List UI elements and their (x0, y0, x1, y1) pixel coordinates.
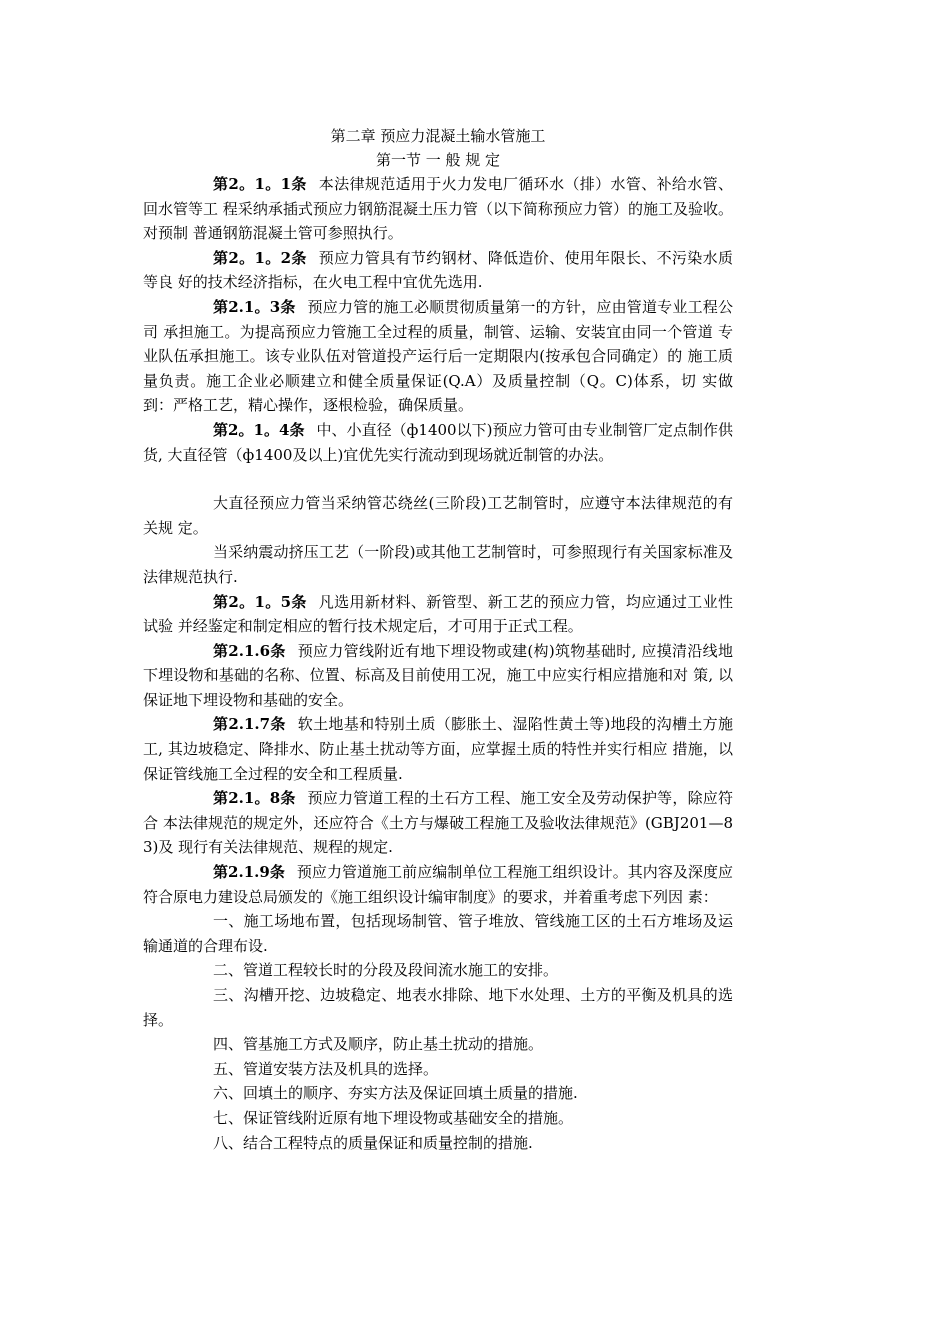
list-item-text: 一、施工场地布置，包括现场制管、管子堆放、管线施工区的土石方堆场及运 输通道的合理布设. (143, 912, 733, 955)
article-text: 预应力管道施工前应编制单位工程施工组织设计。其内容及深度应 符合原电力建设总局颁发的《施工组织设计编审制度》的要求，并着重考虑下列因 素： (143, 863, 733, 906)
article-text: 中、小直径（ф1400以下)预应力管可由专业制管厂定点制作供货, 大直径管（ф1400及以上)宜优先实行流动到现场就近制管的办法。 (143, 420, 733, 464)
chapter-title: 第二章 预应力混凝土输水管施工 (330, 127, 546, 145)
article-2-1-8 (143, 786, 733, 860)
article-2-1-5 (143, 590, 733, 639)
article-2-1-1 (143, 172, 733, 246)
list-item-text: 六、回填土的顺序、夯实方法及保证回填土质量的措施. (213, 1084, 578, 1103)
list-item-7 (143, 1106, 733, 1131)
article-2-1-7 (143, 712, 733, 786)
list-item-3 (143, 983, 733, 1032)
article-2-1-9 (143, 860, 733, 909)
article-2-1-3 (143, 295, 733, 418)
article-2-1-4 (143, 418, 733, 467)
article-text: 预应力管线附近有地下埋设物或建(构)筑物基础时, 应摸清沿线地 下埋设物和基础的名称、位置、标高及目前使用工况，施工中应实行相应措施和对 策, 以保证地下埋设物和基础的安全。 (143, 641, 733, 709)
paragraph-vibration-extrusion (143, 540, 733, 589)
article-label: 第2。1。1条 (213, 175, 307, 193)
article-text: 预应力管道工程的土石方工程、施工安全及劳动保护等，除应符合 本法律规范的规定外，还应符合《土方与爆破工程施工及验收法律规范》(GBJ201—83)及 现行有关法律规范、规程的规定. (143, 789, 733, 857)
article-text: 预应力管具有节约钢材、降低造价、使用年限长、不污染水质等良 好的技术经济指标，在火电工程中宜优先选用. (143, 248, 733, 292)
article-text: 本法律规范适用于火力发电厂循环水（排）水管、补给水管、回水管等工 程采纳承插式预应力钢筋混凝土压力管（以下简称预应力管）的施工及验收。对预制 普通钢筋混凝土管可参照执行。 (143, 175, 733, 243)
list-item-text: 八、结合工程特点的质量保证和质量控制的措施. (213, 1133, 533, 1152)
article-text: 凡选用新材料、新管型、新工艺的预应力管，均应通过工业性试验 并经鉴定和制定相应的暂行技术规定后，才可用于正式工程。 (143, 592, 733, 636)
article-label: 第2。1。5条 (213, 592, 307, 611)
list-item-8 (143, 1131, 733, 1156)
paragraph-text: 大直径预应力管当采纳管芯绕丝(三阶段)工艺制管时，应遵守本法律规范的有关规 定。 (143, 494, 733, 537)
list-item-text: 四、管基施工方式及顺序，防止基土扰动的措施。 (213, 1035, 544, 1054)
list-item-5 (143, 1057, 733, 1082)
list-item-6 (143, 1081, 733, 1106)
article-label: 第2.1.6条 (213, 641, 286, 660)
paragraph-large-diameter (143, 491, 733, 540)
article-label: 第2。1。2条 (213, 248, 307, 267)
article-text: 预应力管的施工必顺贯彻质量第一的方针，应由管道专业工程公司 承担施工。为提高预应力管施工全过程的质量，制管、运输、安装宜由同一个管道 专业队伍承担施工。该专业队伍对管道投产运行后一定期限内(按承包合同确定）的 施工质量负责。施工企业必顺建立和健全质量保证(Q.A）及质量控制（Q。C)体系，切 实做到：严格工艺，精心操作，逐根检验，确保质量。 (143, 297, 733, 415)
article-label: 第2。1。4条 (213, 420, 305, 439)
article-2-1-6 (143, 639, 733, 713)
blank-line (143, 467, 733, 491)
document-page (143, 124, 733, 1155)
article-label: 第2.1.7条 (213, 715, 286, 734)
paragraph-text: 当采纳震动挤压工艺（一阶段)或其他工艺制管时，可参照现行有关国家标准及 法律规范执行. (143, 543, 733, 586)
list-item-4 (143, 1032, 733, 1057)
list-item-text: 二、管道工程较长时的分段及段间流水施工的安排。 (213, 961, 559, 980)
list-item-text: 三、沟槽开挖、边坡稳定、地表水排除、地下水处理、土方的平衡及机具的选 择。 (143, 986, 733, 1029)
list-item-1 (143, 909, 733, 958)
article-label: 第2.1.9条 (213, 863, 285, 882)
article-2-1-2 (143, 246, 733, 295)
list-item-text: 七、保证管线附近原有地下埋设物或基础安全的措施。 (213, 1108, 574, 1127)
article-label: 第2.1。3条 (213, 297, 296, 316)
article-label: 第2.1。8条 (213, 789, 296, 808)
section-title: 第一节 一 般 规 定 (375, 151, 501, 169)
article-text: 软土地基和特别土质（膨胀土、湿陷性黄土等)地段的沟槽土方施 工, 其边坡稳定、降排水、防止基土扰动等方面，应掌握土质的特性并实行相应 措施，以保证管线施工全过程的安全和工程质量. (143, 715, 733, 783)
list-item-2 (143, 958, 733, 983)
list-item-text: 五、管道安装方法及机具的选择。 (213, 1059, 439, 1078)
